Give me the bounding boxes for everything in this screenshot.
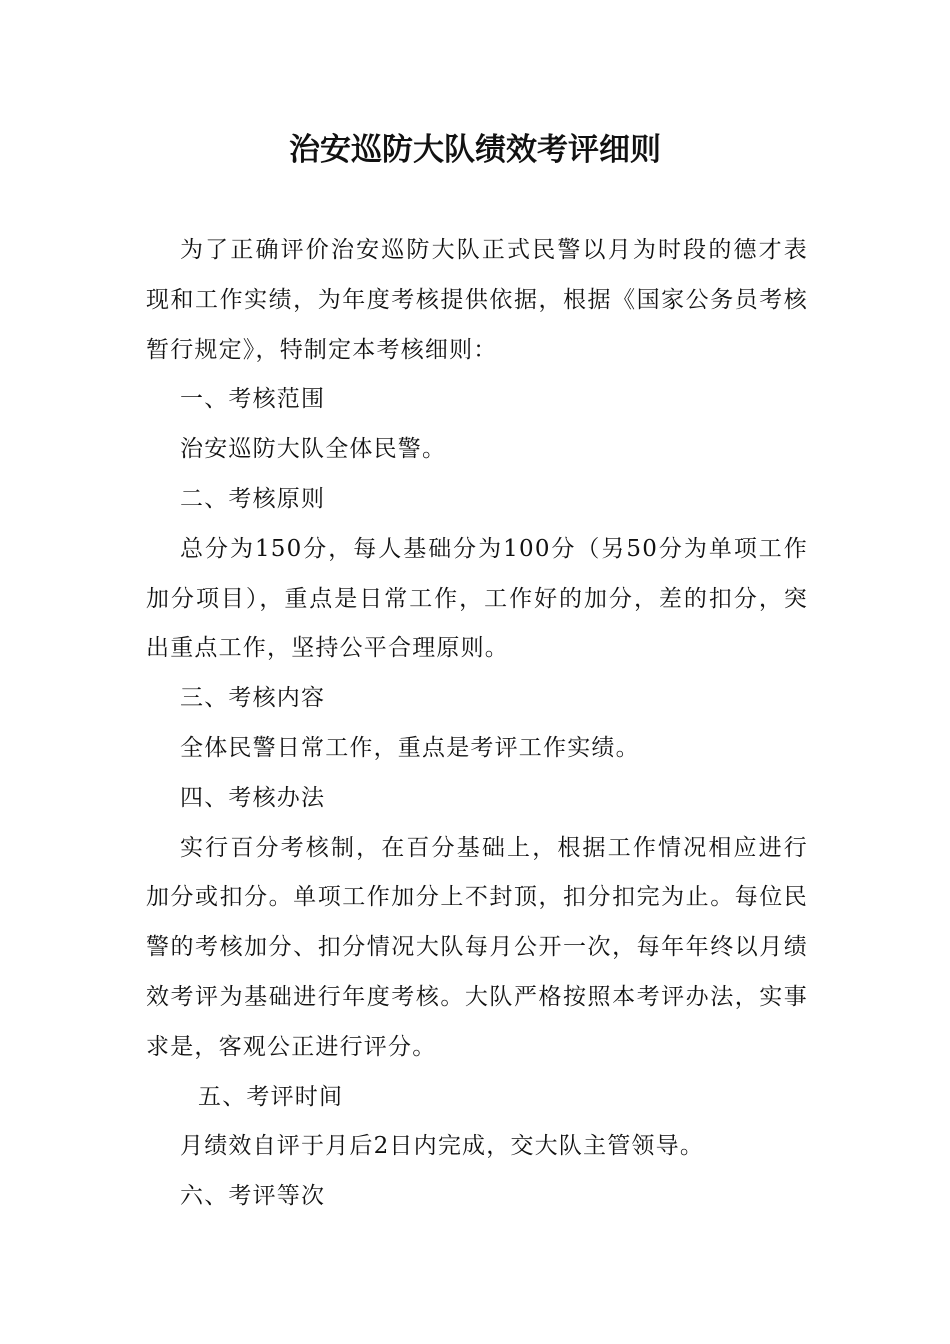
content-paragraph: 全体民警日常工作，重点是考评工作实绩。 [180,734,640,761]
document-body [146,226,808,1222]
section-heading-method: 四、考核办法 [180,784,326,811]
document-title: 治安巡防大队绩效考评细则 [289,132,661,168]
principles-paragraph: 总分为150分，每人基础分为100分（另50分为单项工作加分项目），重点是日常工作，工作好的加分，差的扣分，突出重点工作，坚持公平合理原则。 [146,535,808,662]
scope-paragraph: 治安巡防大队全体民警。 [180,436,447,463]
time-paragraph: 月绩效自评于月后2日内完成，交大队主管领导。 [180,1133,705,1160]
section-heading-principles: 二、考核原则 [180,485,326,512]
section-heading-content: 三、考核内容 [180,685,326,712]
section-heading-time: 五、考评时间 [198,1083,344,1110]
method-paragraph: 实行百分考核制，在百分基础上，根据工作情况相应进行加分或扣分。单项工作加分上不封顶，扣分扣完为止。每位民警的考核加分、扣分情况大队每月公开一次，每年年终以月绩效考评为基础进行年度考核。大队严格按照本考评办法，实事求是，客观公正进行评分。 [146,834,808,1060]
section-heading-grades: 六、考评等次 [180,1183,326,1210]
intro-paragraph: 为了正确评价治安巡防大队正式民警以月为时段的德才表现和工作实绩，为年度考核提供依据，根据《国家公务员考核暂行规定》，特制定本考核细则： [146,237,808,363]
section-heading-scope: 一、考核范围 [180,386,326,413]
